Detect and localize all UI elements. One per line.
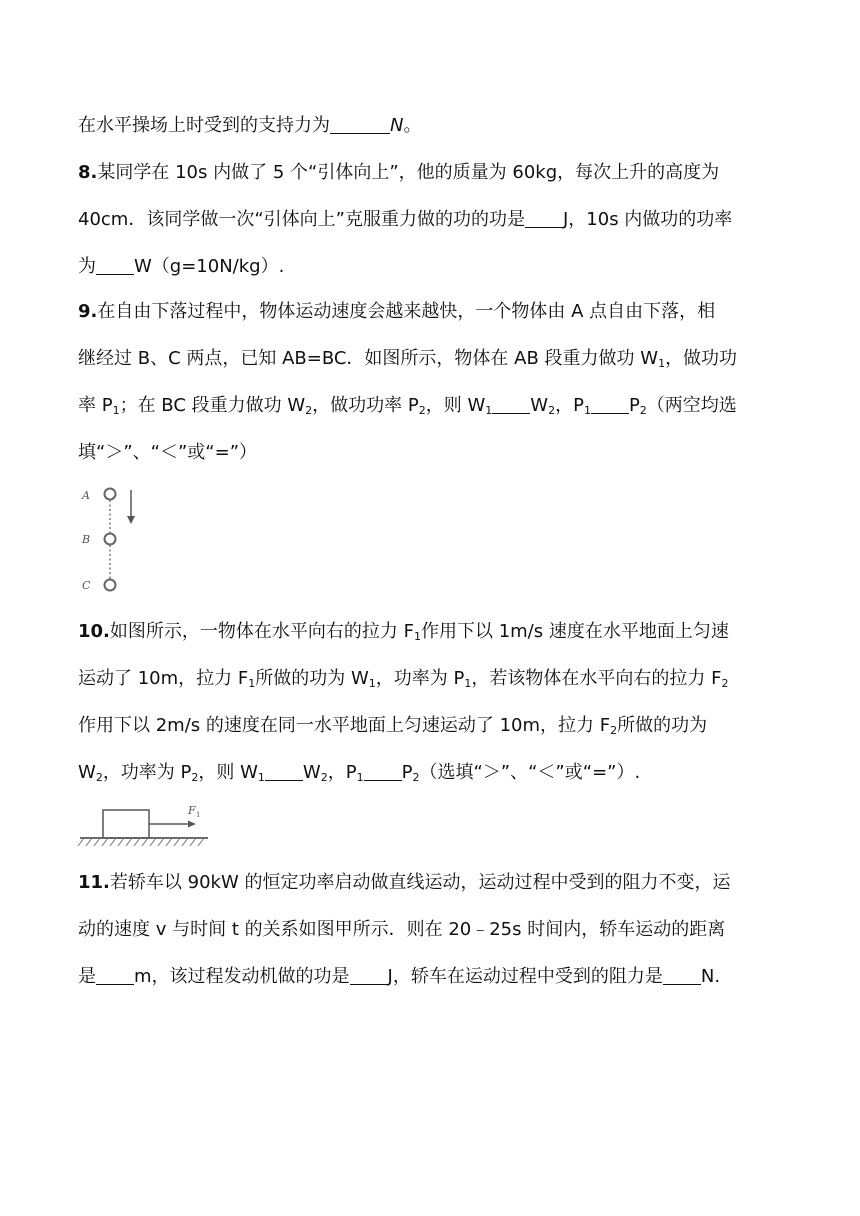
label-c: C: [82, 579, 91, 592]
q8-power-blank[interactable]: [96, 256, 134, 275]
q8-text-3b: W（g=10N/kg）.: [134, 256, 285, 277]
q9-sub: 2: [639, 404, 647, 417]
q8-text-3a: 为: [78, 256, 96, 277]
q9-line-2: [78, 347, 737, 371]
q11-text-2: 动的速度 v 与时间 t 的关系如图甲所示．则在 20﹣25s 时间内，轿车运动的距离: [78, 919, 726, 940]
q10-t: （选填“＞”、“＜”或“=”）.: [419, 762, 641, 783]
q9-t: ，P: [555, 395, 584, 416]
q10-sub: 2: [95, 771, 103, 784]
q9-text-4: 填“＞”、“＜”或“=”）: [78, 442, 258, 463]
q8-number: 8.: [78, 162, 98, 183]
q7-unit: N: [390, 115, 404, 136]
q8-work-blank[interactable]: [525, 209, 563, 228]
q9-line-4: [78, 441, 257, 465]
q9-t: P: [628, 395, 640, 416]
q8-text-2b: J，10s 内做功的功率: [562, 209, 733, 230]
ball-c: [105, 580, 116, 591]
q7-end: 。: [403, 115, 422, 136]
q10-t: 运动了 10m，拉力 F: [78, 668, 249, 689]
q7-text: 在水平操场上时受到的支持力为: [78, 115, 330, 136]
q9-number: 9.: [78, 301, 98, 322]
q10-sub: 1: [248, 677, 256, 690]
q9-sub: 2: [418, 404, 426, 417]
label-b: B: [82, 533, 91, 546]
q11-resistance-blank[interactable]: [663, 966, 701, 985]
q9-sub: 2: [548, 404, 556, 417]
q11-t: N.: [700, 966, 721, 987]
q11-t: J，轿车在运动过程中受到的阻力是: [387, 966, 663, 987]
q10-number: 10.: [78, 621, 110, 642]
q10-sub: 2: [721, 677, 729, 690]
q11-number: 11.: [78, 872, 110, 893]
q10-t: 所做的功为: [617, 715, 708, 736]
q9-text-2e: ，做功功: [665, 348, 738, 369]
q9-sub: 1: [583, 404, 591, 417]
q10-power-compare-blank[interactable]: [364, 762, 402, 781]
q10-t: W: [302, 762, 321, 783]
q11-work-blank[interactable]: [350, 966, 388, 985]
q10-sub: 1: [257, 771, 265, 784]
q11-t: 是: [78, 966, 96, 987]
q11-line-2: [78, 918, 725, 942]
q10-sub: 2: [191, 771, 199, 784]
q11-distance-blank[interactable]: [96, 966, 134, 985]
q10-sub: 1: [368, 677, 376, 690]
q10-t: 如图所示，一物体在水平向右的拉力 F: [109, 621, 414, 642]
q10-line-3: [78, 714, 707, 738]
q9-sub: 1: [112, 404, 120, 417]
q10-line-2: [78, 667, 728, 691]
q9-t: 率 P: [78, 395, 113, 416]
force-label: F: [188, 804, 196, 817]
q9-text-1: 在自由下落过程中，物体运动速度会越来越快，一个物体由 A 点自由下落，相: [97, 301, 716, 322]
q10-sub: 2: [320, 771, 328, 784]
q11-t: m，该过程发动机做的功是: [134, 966, 350, 987]
q9-text-2: 继经过 B、C 两点，已知 AB=BC．如图所示，物体在 AB 段重力做功 W: [78, 348, 659, 369]
q10-t: ，若该物体在水平向右的拉力 F: [471, 668, 722, 689]
block: [103, 810, 149, 838]
q10-t: W: [78, 762, 96, 783]
q10-t: 所做的功为 W: [255, 668, 369, 689]
q9-t: W: [530, 395, 549, 416]
q8-text-2a: 40cm．该同学做一次“引体向上”克服重力做的功的功是: [78, 209, 525, 230]
q10-line-1: [78, 620, 729, 644]
q10-t: 作用下以 1m/s 速度在水平地面上匀速: [420, 621, 729, 642]
q10-sub: 1: [464, 677, 472, 690]
q9-sub: 2: [305, 404, 313, 417]
block-force-figure: [76, 800, 216, 852]
ball-b: [105, 534, 116, 545]
q10-sub: 2: [412, 771, 420, 784]
q7-line: [78, 114, 421, 138]
q10-t: ，P: [327, 762, 357, 783]
falling-ball-figure: [76, 478, 146, 600]
q11-line-3: [78, 965, 720, 989]
q10-sub: 1: [413, 630, 421, 643]
q9-t: ；在 BC 段重力做功 W: [119, 395, 306, 416]
ball-a: [105, 489, 116, 500]
q10-t: ，功率为 P: [102, 762, 192, 783]
q9-sub: 1: [485, 404, 493, 417]
q10-sub: 1: [356, 771, 364, 784]
q10-t: 作用下以 2m/s 的速度在同一水平地面上匀速运动了 10m，拉力 F: [78, 715, 611, 736]
force-label-sub: 1: [196, 811, 201, 819]
q8-text-1: 某同学在 10s 内做了 5 个“引体向上”，他的质量为 60kg，每次上升的高度为: [97, 162, 720, 183]
label-a: A: [82, 489, 90, 502]
q10-line-4: [78, 761, 640, 785]
q10-t: P: [401, 762, 413, 783]
q10-sub: 2: [610, 724, 618, 737]
q10-t: ，则 W: [198, 762, 258, 783]
ground-hatching: [78, 838, 204, 846]
q7-answer-blank[interactable]: [330, 115, 390, 134]
q10-work-compare-blank[interactable]: [265, 762, 303, 781]
q9-power-compare-blank[interactable]: [591, 395, 629, 414]
q9-t: （两空均选: [646, 395, 737, 416]
arrow-head: [127, 516, 135, 524]
q9-line-1: [78, 300, 715, 324]
q9-sub: 1: [658, 357, 666, 370]
q8-line-3: [78, 255, 284, 279]
q8-line-2: [78, 208, 732, 232]
force-arrow-head: [188, 821, 196, 828]
q9-t: ，则 W: [425, 395, 486, 416]
q8-line-1: [78, 161, 719, 185]
q9-work-compare-blank[interactable]: [492, 395, 530, 414]
q10-t: ，功率为 P: [375, 668, 465, 689]
q9-t: ，做功功率 P: [312, 395, 419, 416]
q11-text-1: 若轿车以 90kW 的恒定功率启动做直线运动，运动过程中受到的阻力不变，运: [109, 872, 731, 893]
q9-line-3: [78, 394, 737, 418]
q11-line-1: [78, 871, 730, 895]
